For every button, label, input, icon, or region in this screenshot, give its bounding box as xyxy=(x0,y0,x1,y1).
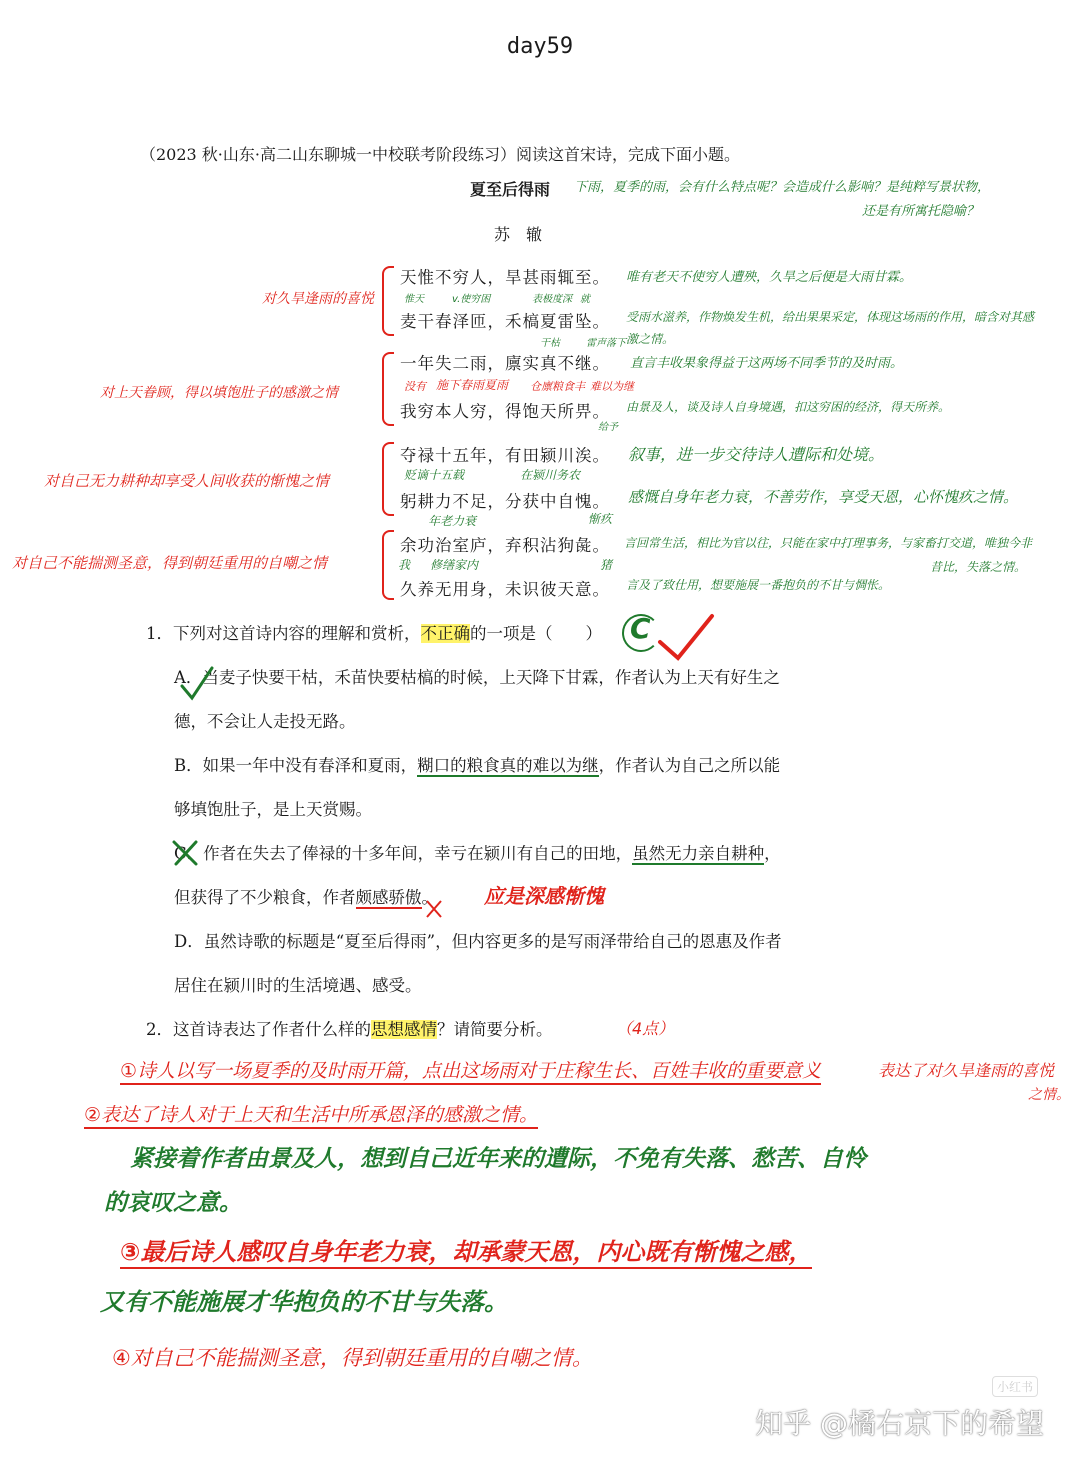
line-annotation: 唯有老天不使穷人遭殃，久旱之后便是大雨甘霖。 xyxy=(626,270,913,285)
stanza-brace xyxy=(382,442,394,516)
page-day-label: day59 xyxy=(506,34,574,59)
gloss: 惭疚 xyxy=(588,512,613,526)
answer-point-1-tail: 表达了对久旱逢雨的喜悦 xyxy=(878,1061,1055,1080)
gloss: 我 xyxy=(398,558,411,572)
line-annotation: 言回常生活，相比为官以往，只能在家中打理事务，与家畜打交道，唯独今非 xyxy=(624,536,1033,550)
watermark-logo: 小红书 xyxy=(992,1376,1038,1397)
option-c-correction: 应是深感惭愧 xyxy=(484,884,604,908)
watermark-text: 知乎 @橘右京下的希望 xyxy=(755,1407,1044,1440)
stanza-side-note: 对自己不能揣测圣意，得到朝廷重用的自嘲之情 xyxy=(12,554,328,572)
poem-title: 夏至后得雨 xyxy=(470,180,551,199)
line-annotation: 受雨水滋养，作物焕发生机，给出果果采定，体现这场雨的作用，暗含对其感激之情。 xyxy=(626,310,1035,346)
option-b-cont: 够填饱肚子，是上天赏赐。 xyxy=(174,800,372,819)
question-intro: （2023 秋·山东·高二山东聊城一中校联考阶段练习）阅读这首宋诗，完成下面小题。 xyxy=(140,145,740,164)
poem-line: 久养无用身，未识彼天意。 xyxy=(400,580,610,599)
gloss: 惟天 xyxy=(404,294,424,305)
option-c-cont: 但获得了不少粮食，作者颇感骄傲。 xyxy=(174,888,438,907)
gloss: 猪 xyxy=(600,558,613,572)
gloss: 施下春雨夏雨 xyxy=(436,378,509,392)
answer-point-2: ②表达了诗人对于上天和生活中所承恩泽的感激之情。 xyxy=(84,1100,538,1129)
stanza-side-note: 对久旱逢雨的喜悦 xyxy=(262,291,374,307)
option-d: D．虽然诗歌的标题是“夏至后得雨”，但内容更多的是写雨泽带给自己的恩惠及作者 xyxy=(174,932,782,951)
question-1-stem: 1．下列对这首诗内容的理解和赏析，不正确的一项是（ ） xyxy=(146,624,602,643)
stanza-side-note: 对自己无力耕种却享受人间收获的惭愧之情 xyxy=(44,472,330,490)
question-2-stem: 2．这首诗表达了作者什么样的思想感情？请简要分析。 xyxy=(146,1020,553,1039)
gloss: 干枯 xyxy=(540,338,560,349)
poem-line: 一年失二雨，廪实真不继。 xyxy=(400,354,610,373)
stanza-brace xyxy=(382,352,394,426)
line-annotation-extra: 昔比，失落之情。 xyxy=(930,560,1027,574)
gloss: 就 xyxy=(580,294,590,305)
line-annotation: 叙事，进一步交待诗人遭际和处境。 xyxy=(628,445,885,464)
answer-mark: C xyxy=(630,612,651,645)
gloss: 给予 xyxy=(598,422,618,433)
title-annotation-2: 还是有所寓托隐喻？ xyxy=(862,204,980,219)
gloss: 贬谪十五载 xyxy=(404,468,465,482)
checkmark-icon xyxy=(178,664,218,704)
poem-line: 麦干春泽匝，禾槁夏雷坠。 xyxy=(400,312,610,331)
option-a-cont: 德，不会让人走投无路。 xyxy=(174,712,356,731)
answer-point-3-cont: 又有不能施展才华抱负的不甘与失落。 xyxy=(100,1288,508,1316)
option-c: C．作者在失去了俸禄的十多年间，幸亏在颍川有自己的田地，虽然无力亲自耕种， xyxy=(174,844,781,863)
option-b: B．如果一年中没有春泽和夏雨，糊口的粮食真的难以为继，作者认为自己之所以能 xyxy=(174,756,781,775)
poem-line: 天惟不穷人，旱甚雨辄至。 xyxy=(400,268,610,287)
answer-point-3: ③最后诗人感叹自身年老力衰，却承蒙天恩，内心既有惭愧之感， xyxy=(120,1232,812,1269)
checkmark-icon xyxy=(656,612,716,662)
cross-icon xyxy=(170,838,200,868)
answer-point-4: ④对自己不能揣测圣意，得到朝廷重用的自嘲之情。 xyxy=(112,1346,593,1370)
gloss: 表极度深 xyxy=(532,294,572,305)
answer-point-1: ①诗人以写一场夏季的及时雨开篇，点出这场雨对于庄稼生长、百姓丰收的重要意义 xyxy=(120,1056,821,1085)
poem-line: 躬耕力不足，分获中自愧。 xyxy=(400,492,610,511)
question-2-points: （4点） xyxy=(616,1019,675,1038)
cross-icon xyxy=(424,898,444,920)
gloss: v.使穷困 xyxy=(452,294,491,305)
gloss: 没有 xyxy=(404,380,426,393)
gloss: 修缮家内 xyxy=(430,558,479,572)
stanza-side-note: 对上天眷顾，得以填饱肚子的感激之情 xyxy=(100,385,338,401)
gloss: 难以为继 xyxy=(590,380,634,393)
poem-line: 余功治室庐，弃积沾狗彘。 xyxy=(400,536,610,555)
poem-line: 夺禄十五年，有田颍川涘。 xyxy=(400,446,610,465)
line-annotation: 由景及人，谈及诗人自身境遇，扣这穷困的经济，得天所养。 xyxy=(626,400,951,414)
title-annotation: 下雨，夏季的雨，会有什么特点呢？会造成什么影响？是纯粹写景状物， xyxy=(574,180,991,195)
line-annotation: 言及了致仕用，想要施展一番抱负的不甘与惆怅。 xyxy=(626,578,891,592)
line-annotation: 感慨自身年老力衰，不善劳作，享受天恩，心怀愧疚之情。 xyxy=(628,488,1019,506)
answer-point-2b: 紧接着作者由景及人，想到自己近年来的遭际，不免有失落、愁苦、自怜 xyxy=(130,1146,866,1172)
poem-author: 苏 辙 xyxy=(494,225,543,244)
answer-point-2b-cont: 的哀叹之意。 xyxy=(104,1190,242,1216)
gloss: 雷声落下 xyxy=(586,338,626,349)
gloss: 在颍川务农 xyxy=(520,468,581,482)
gloss: 仓廪粮食丰 xyxy=(530,380,585,393)
option-a: A．当麦子快要干枯，禾苗快要枯槁的时候，上天降下甘霖，作者认为上天有好生之 xyxy=(174,668,780,687)
option-d-cont: 居住在颍川时的生活境遇、感受。 xyxy=(174,976,422,995)
stanza-brace xyxy=(382,266,394,336)
poem-line: 我穷本人穷，得饱天所畀。 xyxy=(400,402,610,421)
answer-point-1-tail2: 之情。 xyxy=(1028,1087,1070,1103)
stanza-brace xyxy=(382,530,394,600)
gloss: 年老力衰 xyxy=(428,514,477,528)
line-annotation: 直言丰收果象得益于这两场不同季节的及时雨。 xyxy=(630,356,904,371)
